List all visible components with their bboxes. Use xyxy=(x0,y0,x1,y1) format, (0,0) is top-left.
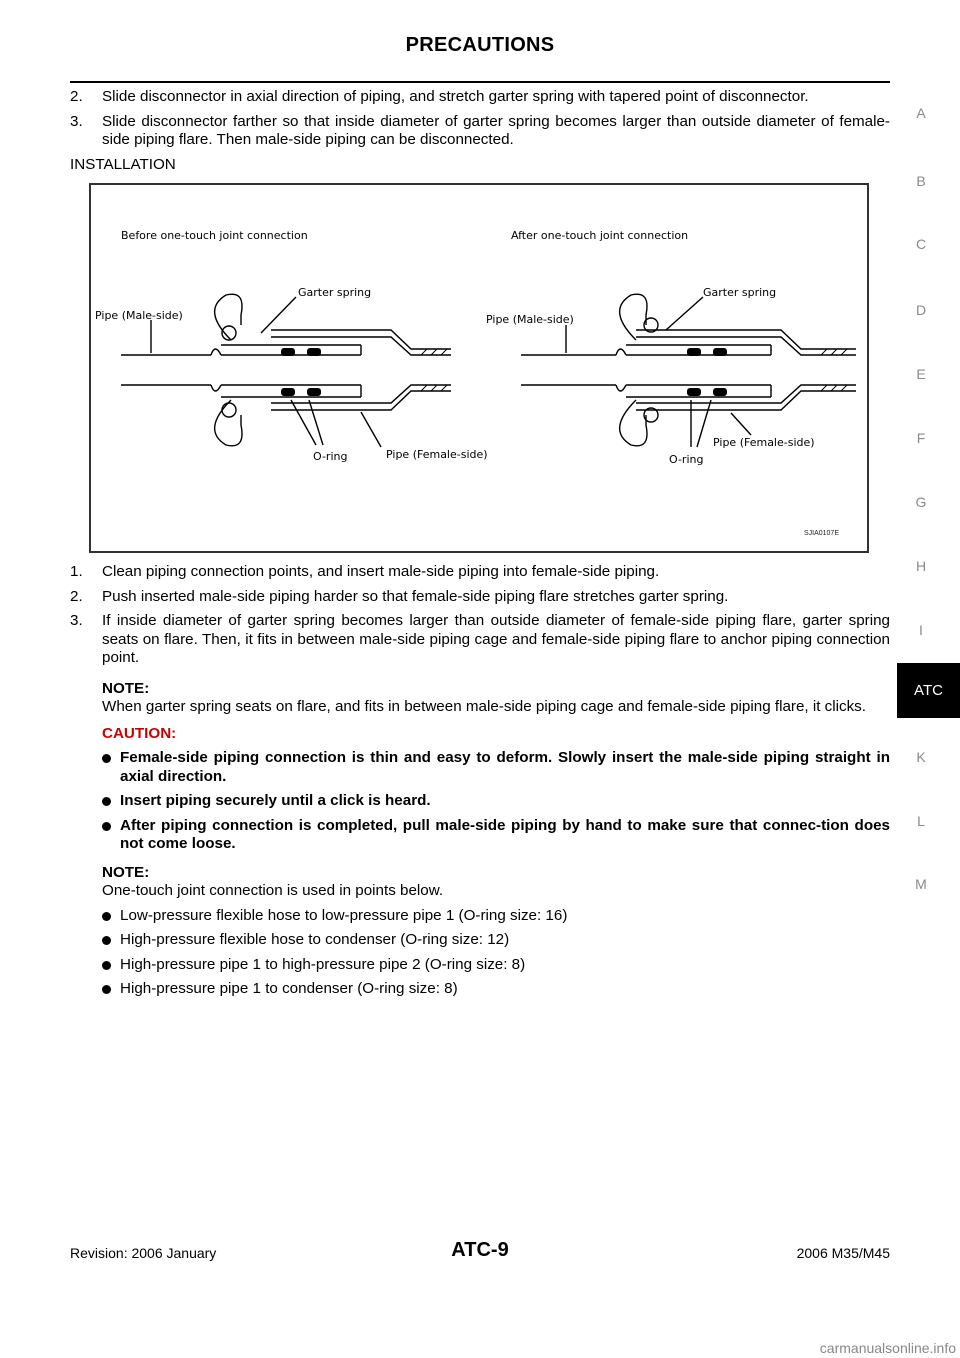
fig-label-oring-right: O-ring xyxy=(669,453,704,466)
note2-title: NOTE: xyxy=(102,863,150,881)
caution-item: Female-side piping connection is thin and easy to deform. Slowly insert the male-side piping straight in axial direction. xyxy=(102,749,890,786)
joint-diagram xyxy=(91,185,867,551)
step-item xyxy=(70,88,890,107)
bullet-icon xyxy=(102,961,111,970)
index-A[interactable]: A xyxy=(916,105,926,121)
bullet-icon xyxy=(102,797,111,806)
index-D[interactable]: D xyxy=(915,302,927,318)
index-F[interactable]: F xyxy=(916,430,926,446)
step-text: Clean piping connection points, and insert male-side piping into female-side piping. xyxy=(102,563,660,580)
joint-point-item: High-pressure pipe 1 to condenser (O-ring size: 8) xyxy=(102,980,890,999)
step-number: 2. xyxy=(70,88,83,105)
step-number: 3. xyxy=(70,612,83,629)
fig-label-garter-right: Garter spring xyxy=(703,286,777,299)
joint-point-item: High-pressure flexible hose to condenser (O-ring size: 12) xyxy=(102,931,890,950)
step-number: 1. xyxy=(70,563,83,580)
index-H[interactable]: H xyxy=(915,558,927,574)
step-item xyxy=(70,612,890,668)
step-number: 2. xyxy=(70,587,83,605)
header-divider xyxy=(70,81,890,83)
index-tab-atc[interactable]: ATC xyxy=(897,663,960,718)
fig-label-male-left: Pipe (Male-side) xyxy=(95,309,183,322)
joint-point-item: High-pressure pipe 1 to high-pressure pipe 2 (O-ring size: 8) xyxy=(102,956,890,975)
caution-item: After piping connection is completed, pull male-side piping by hand to make sure that connec-tion does not come loose. xyxy=(102,817,890,854)
index-L[interactable]: L xyxy=(917,813,925,829)
fig-label-oring-left: O-ring xyxy=(313,450,348,463)
fig-label-garter-left: Garter spring xyxy=(298,286,372,299)
fig-label-male-right: Pipe (Male-side) xyxy=(486,313,574,326)
bullet-icon xyxy=(102,822,111,831)
index-K[interactable]: K xyxy=(916,749,926,765)
index-B[interactable]: B xyxy=(916,173,926,189)
bullet-icon xyxy=(102,936,111,945)
step-text: If inside diameter of garter spring becomes larger than outside diameter of female-side piping flare, garter spring seats on flare. Then, it fits in between male-side piping cage and female-side piping flare to anchor piping connection point. xyxy=(102,612,890,666)
caution-item: Insert piping securely until a click is heard. xyxy=(102,792,890,811)
watermark: carmanualsonline.info xyxy=(819,1340,956,1356)
fig-left-title: Before one-touch joint connection xyxy=(121,229,308,242)
fig-label-female-left: Pipe (Female-side) xyxy=(386,448,488,461)
note-title: NOTE: xyxy=(102,679,150,697)
fig-label-female-right: Pipe (Female-side) xyxy=(713,436,815,449)
step-item xyxy=(70,588,890,607)
step-text: Slide disconnector farther so that inside diameter of garter spring becomes larger than outside diameter of female-side piping flare. Then male-side piping can be disconnected. xyxy=(102,112,890,148)
footer-model: 2006 M35/M45 xyxy=(796,1245,890,1261)
step-number: 3. xyxy=(70,112,83,130)
installation-heading: INSTALLATION xyxy=(70,155,176,173)
step-item xyxy=(70,113,890,150)
main-content xyxy=(70,88,890,999)
bullet-icon xyxy=(102,985,111,994)
footer-revision: Revision: 2006 January xyxy=(70,1245,217,1261)
fig-right-title: After one-touch joint connection xyxy=(511,229,689,242)
one-touch-joint-figure xyxy=(89,183,869,553)
index-C[interactable]: C xyxy=(915,236,927,252)
note-text: When garter spring seats on flare, and fits in between male-side piping cage and female-side piping flare, it clicks. xyxy=(102,698,866,715)
step-item xyxy=(70,563,890,582)
page-title: PRECAUTIONS xyxy=(405,34,555,56)
index-G[interactable]: G xyxy=(915,494,927,510)
note2-text: One-touch joint connection is used in points below. xyxy=(102,882,444,899)
figure-code: SJIA0107E xyxy=(803,529,839,537)
step-text: Push inserted male-side piping harder so that female-side piping flare stretches garter spring. xyxy=(102,587,729,605)
note-block xyxy=(102,680,890,999)
joint-point-item: Low-pressure flexible hose to low-pressure pipe 1 (O-ring size: 16) xyxy=(102,907,890,926)
index-E[interactable]: E xyxy=(916,366,926,382)
bullet-icon xyxy=(102,754,111,763)
caution-title: CAUTION: xyxy=(102,724,177,742)
step-text: Slide disconnector in axial direction of piping, and stretch garter spring with tapered point of disconnector. xyxy=(102,88,809,105)
footer-page-number: ATC-9 xyxy=(451,1239,509,1261)
index-I[interactable]: I xyxy=(919,622,923,638)
bullet-icon xyxy=(102,912,111,921)
index-M[interactable]: M xyxy=(915,876,927,892)
